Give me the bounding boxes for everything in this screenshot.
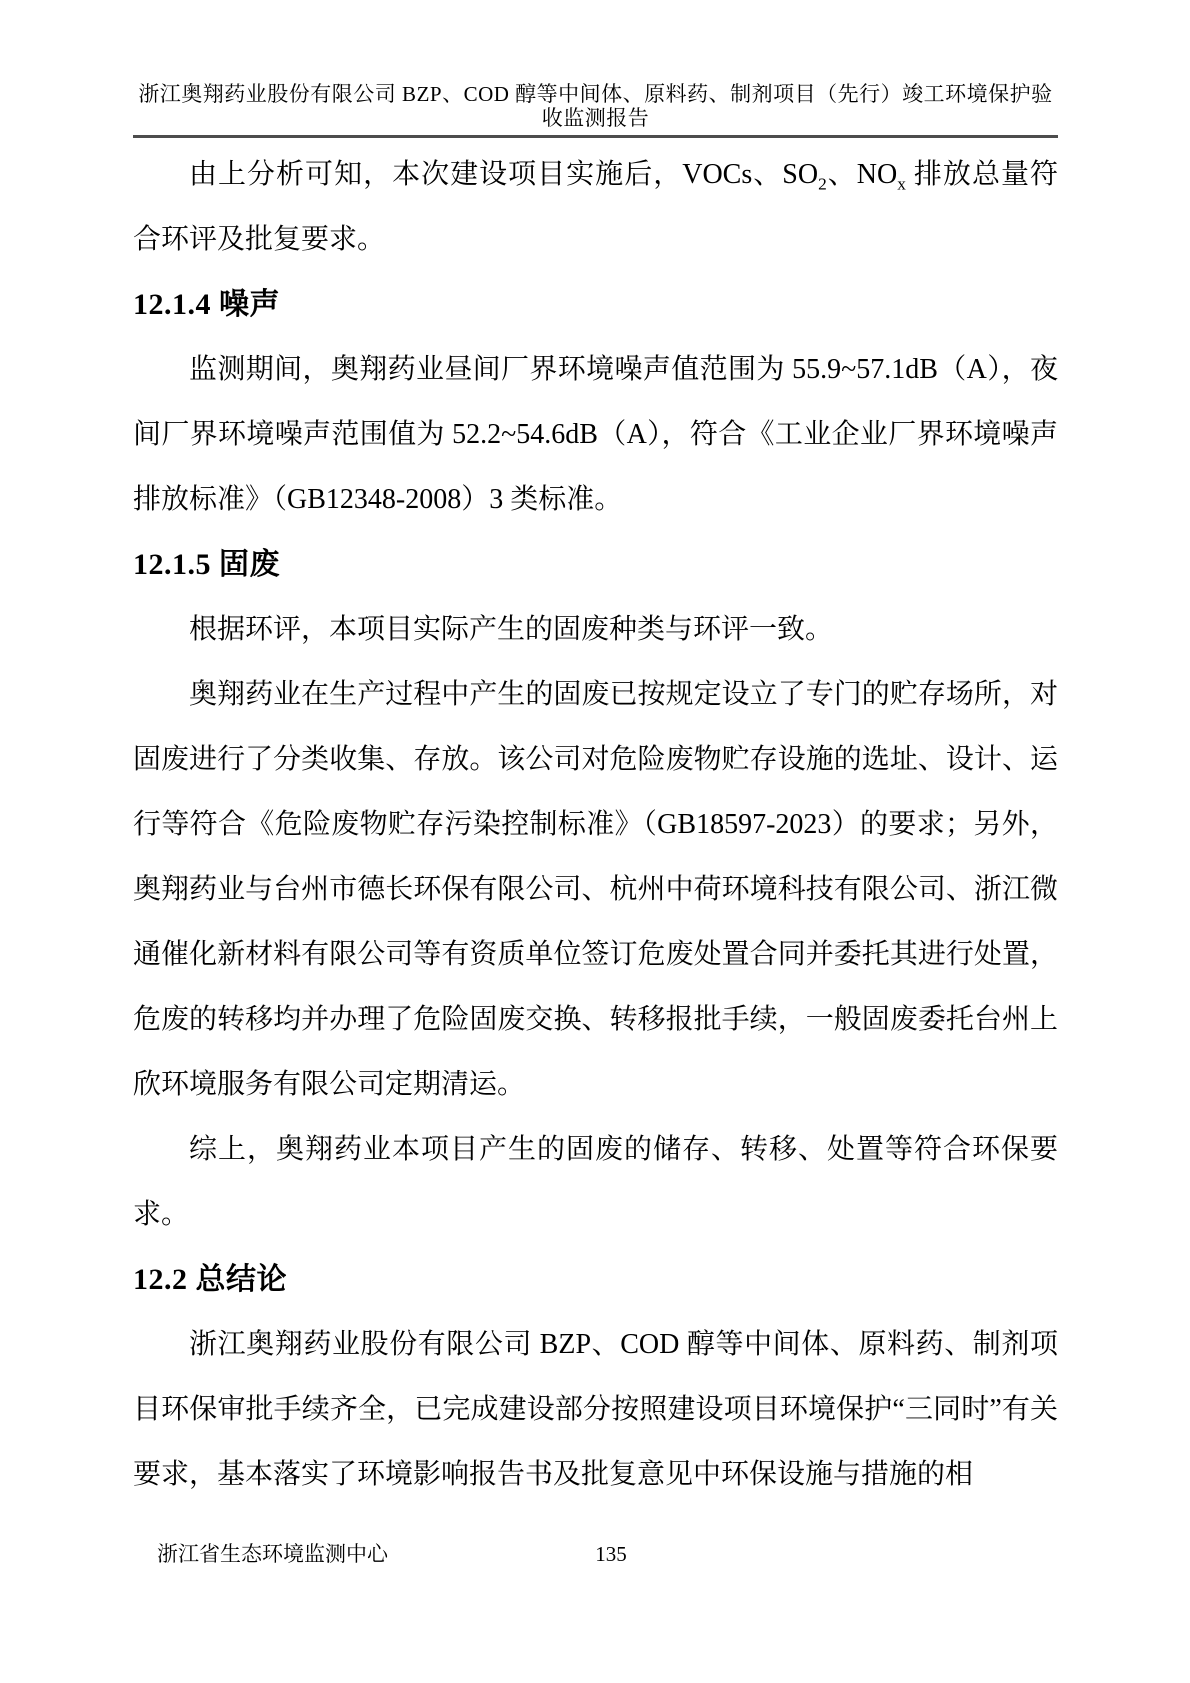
paragraph-solid-waste-types: 根据环评，本项目实际产生的固废种类与环评一致。 bbox=[189, 614, 834, 645]
heading-noise: 12.1.4 噪声 bbox=[133, 288, 280, 321]
page-header bbox=[133, 82, 1058, 138]
heading-overall-conclusion: 12.2 总结论 bbox=[133, 1263, 287, 1296]
paragraph-solid-waste-storage: 奥翔药业在生产过程中产生的固废已按规定设立了专门的贮存场所，对固废进行了分类收集、存放。该公司对危险废物贮存设施的选址、设计、运行等符合《危险废物贮存污染控制标准》（GB18597-2023）的要求；另外，奥翔药业与台州市德长环保有限公司、杭州中荷环境科技有限公司、浙江微通催化新材料有限公司等有资质单位签订危废处置合同并委托其进行处置，危废的转移均并办理了危险固废交换、转移报批手续，一般固废委托台州上欣环境服务有限公司定期清运。 bbox=[133, 679, 1058, 1100]
paragraph-overall-conclusion: 浙江奥翔药业股份有限公司 BZP、COD 醇等中间体、原料药、制剂项目环保审批手续齐全，已完成建设部分按照建设项目环境保护“三同时”有关要求，基本落实了环境影响报告书及批复意见中环保设施与措施的相 bbox=[133, 1329, 1058, 1490]
paragraph-emission-total: 由上分析可知，本次建设项目实施后，VOCs、$SO_2$、$NO_x$ 排放总量符合环评及批复要求。 bbox=[133, 159, 1058, 255]
paragraph-noise-monitoring: 监测期间，奥翔药业昼间厂界环境噪声值范围为 55.9~57.1dB（A），夜间厂界环境噪声范围值为 52.2~54.6dB（A），符合《工业企业厂界环境噪声排放标准》（GB12348-2008）3 类标准。 bbox=[133, 354, 1058, 515]
heading-solid-waste: 12.1.5 固废 bbox=[133, 548, 280, 581]
paragraph-solid-waste-summary: 综上，奥翔药业本项目产生的固废的储存、转移、处置等符合环保要求。 bbox=[133, 1134, 1058, 1230]
document-body bbox=[133, 142, 1058, 1507]
footer-page-number: 135 bbox=[595, 1542, 627, 1566]
page-footer bbox=[133, 1541, 1058, 1571]
header-title: 浙江奥翔药业股份有限公司 BZP、COD 醇等中间体、原料药、制剂项目（先行）竣工环境保护验收监测报告 bbox=[138, 82, 1053, 130]
footer-organization: 浙江省生态环境监测中心 bbox=[157, 1542, 388, 1566]
